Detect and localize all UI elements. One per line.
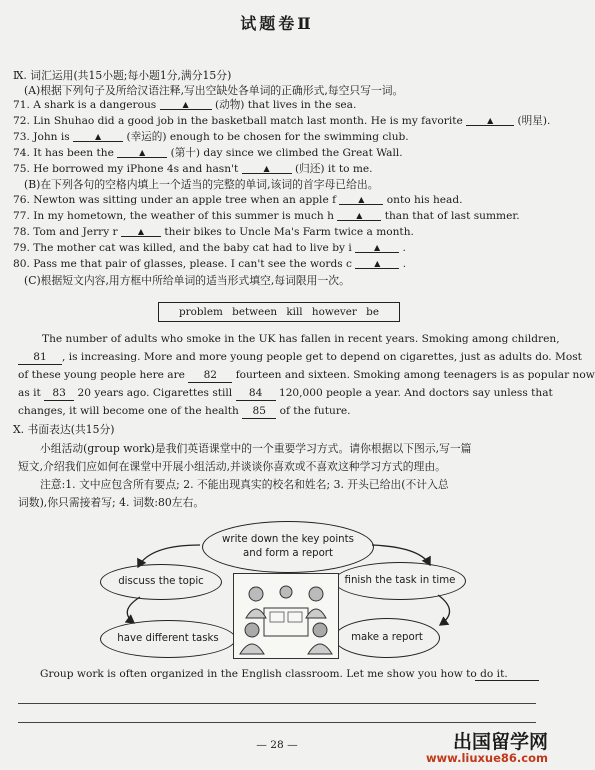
answer-blank-71[interactable]: ▲ — [160, 98, 212, 110]
writing-prompt-line-1: 小组活动(group work)是我们英语课堂中的一个重要学习方式。请你根据以下图示,写一篇 — [40, 442, 472, 455]
passage-line-4: as it 83 20 years ago. Cigarettes still 84 120,000 people a year. And doctors say unless that — [18, 387, 553, 399]
answer-blank-75[interactable]: ▲ — [242, 162, 292, 174]
passage-line-5: changes, it will become one of the health 85 of the future. — [18, 405, 351, 417]
writing-line-2[interactable] — [18, 722, 536, 723]
question-80: 80. Pass me that pair of glasses, please. I can't see the words c ▲ . — [13, 258, 407, 270]
step-make-report: make a report — [334, 618, 440, 658]
answer-blank-80[interactable]: ▲ — [355, 257, 399, 269]
section-9-heading: Ⅸ. 词汇运用(共15小题;每小题1分,满分15分) — [13, 69, 232, 82]
writing-line-1[interactable] — [18, 703, 536, 704]
section-10-heading: Ⅹ. 书面表达(共15分) — [13, 423, 115, 436]
question-73: 73. John is ▲ (幸运的) enough to be chosen for the swimming club. — [13, 131, 409, 143]
step-write-down-key-points: write down the key points and form a report — [202, 521, 374, 573]
page-number: — 28 — — [256, 739, 298, 751]
word-box: problem between kill however be — [158, 302, 400, 322]
group-work-illustration — [233, 573, 339, 659]
answer-blank-81[interactable]: 81 — [18, 351, 62, 365]
passage-line-2: 81 , is increasing. More and more young people get to depend on cigarettes, just as adults do. Most — [18, 351, 582, 365]
part-b-instruction: (B)在下列各句的空格内填上一个适当的完整的单词,该词的首字母已给出。 — [24, 178, 379, 191]
writing-prompt-line-2: 短文,介绍我们应如何在课堂中开展小组活动,并谈谈你喜欢或不喜欢这种学习方式的理由。 — [18, 460, 446, 473]
question-76: 76. Newton was sitting under an apple tree when an apple f ▲ onto his head. — [13, 194, 463, 206]
step-have-different-tasks: have different tasks — [100, 620, 236, 658]
question-72: 72. Lin Shuhao did a good job in the basketball match last month. He is my favorite ▲ (明星). — [13, 115, 551, 127]
answer-blank-76[interactable]: ▲ — [339, 193, 383, 205]
question-78: 78. Tom and Jerry r ▲ their bikes to Uncle Ma's Farm twice a month. — [13, 226, 414, 238]
writing-notes-line-1: 注意:1. 文中应包含所有要点; 2. 不能出现真实的校名和姓名; 3. 开头已给出(不计入总 — [40, 478, 449, 491]
answer-blank-78[interactable]: ▲ — [121, 225, 161, 237]
opening-sentence: Group work is often organized in the English classroom. Let me show you how to do it. — [40, 668, 508, 680]
answer-blank-84[interactable]: 84 — [236, 387, 276, 401]
question-71: 71. A shark is a dangerous ▲ (动物) that lives in the sea. — [13, 99, 357, 111]
question-77: 77. In my hometown, the weather of this summer is much h ▲ than that of last summer. — [13, 210, 520, 222]
page-title: 试题卷Ⅱ — [240, 14, 314, 33]
answer-blank-85[interactable]: 85 — [242, 405, 276, 419]
answer-blank-73[interactable]: ▲ — [73, 130, 123, 142]
watermark-url: www.liuxue86.com — [425, 751, 548, 765]
passage-line-1: The number of adults who smoke in the UK has fallen in recent years. Smoking among children, — [42, 333, 560, 345]
writing-notes-line-2: 词数),你只需接着写; 4. 词数:80左右。 — [18, 496, 205, 509]
question-74: 74. It has been the ▲ (第十) day since we climbed the Great Wall. — [13, 147, 403, 159]
part-a-instruction: (A)根据下列句子及所给汉语注释,写出空缺处各单词的正确形式,每空只写一词。 — [24, 84, 404, 97]
answer-blank-83[interactable]: 83 — [44, 387, 74, 401]
answer-blank-72[interactable]: ▲ — [466, 114, 514, 126]
question-79: 79. The mother cat was killed, and the baby cat had to live by i ▲ . — [13, 242, 406, 254]
question-75: 75. He borrowed my iPhone 4s and hasn't ▲ (归还) it to me. — [13, 163, 373, 175]
passage-line-3: of these young people here are 82 fourteen and sixteen. Smoking among teenagers is as popular now — [18, 369, 595, 381]
writing-line-short[interactable] — [475, 680, 539, 681]
step-finish-task: finish the task in time — [334, 562, 466, 600]
step-discuss-topic: discuss the topic — [100, 564, 222, 600]
part-c-instruction: (C)根据短文内容,用方框中所给单词的适当形式填空,每词限用一次。 — [24, 274, 350, 287]
answer-blank-77[interactable]: ▲ — [337, 209, 381, 221]
answer-blank-74[interactable]: ▲ — [117, 146, 167, 158]
watermark-logo-cn: 出国留学网 — [452, 731, 548, 753]
answer-blank-82[interactable]: 82 — [188, 369, 232, 383]
answer-blank-79[interactable]: ▲ — [355, 241, 399, 253]
